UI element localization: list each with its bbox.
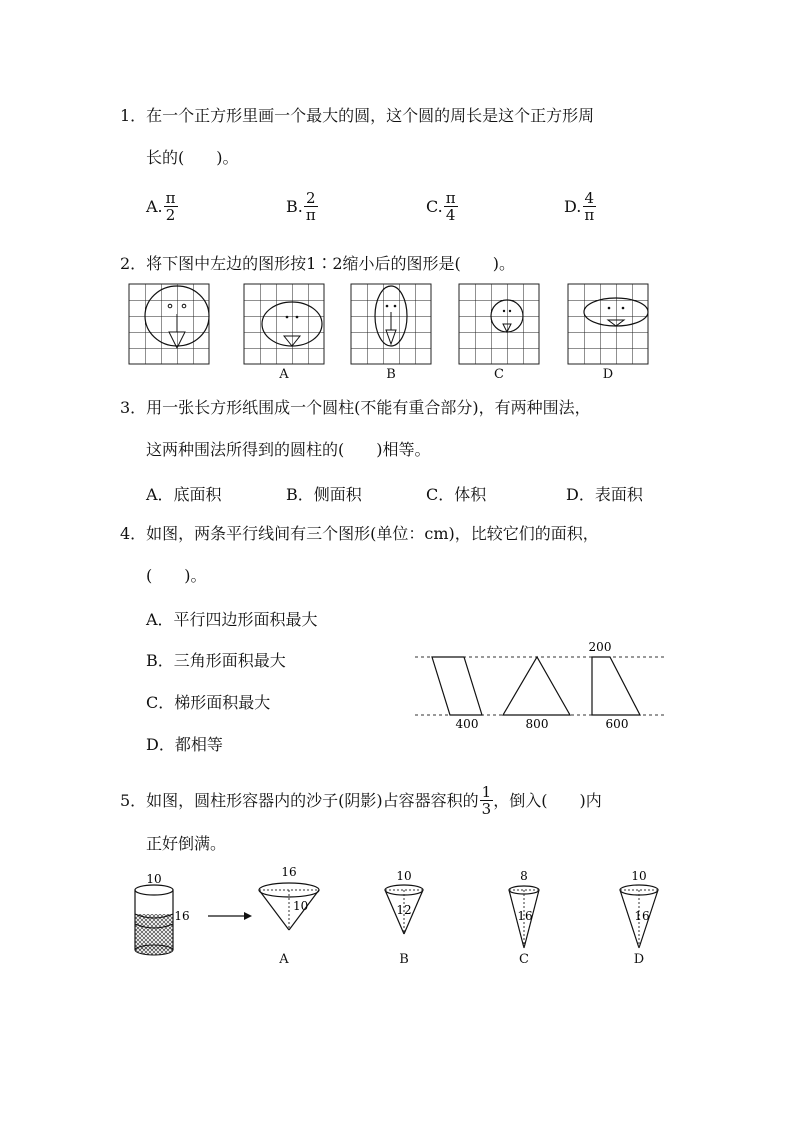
cone-a-diameter: 16: [281, 865, 297, 879]
q5-fraction: $\frac{1}{3}$: [481, 783, 492, 818]
cone-a-height: 10: [293, 899, 309, 913]
q1-option-b[interactable]: [286, 190, 318, 223]
q2-line1: 2．将下图中左边的图形按1∶2缩小后的图形是( )。: [120, 254, 516, 273]
parallelogram-base-label: 400: [455, 717, 479, 731]
grid-original: [129, 284, 209, 364]
cone-d-height: 16: [634, 909, 650, 923]
cone-c: [509, 869, 539, 948]
option-letter: C.: [426, 197, 443, 216]
grid-option-d: [568, 284, 648, 364]
q4-line1: 4．如图，两条平行线间有三个图形(单位：cm)，比较它们的面积，: [120, 524, 599, 543]
q3-option-d[interactable]: D．表面积: [566, 485, 643, 504]
parallelogram-shape: [432, 657, 482, 715]
q3-option-b[interactable]: B．侧面积: [286, 485, 362, 504]
q1-line2: 长的( )。: [146, 148, 239, 167]
q4-option-b[interactable]: B．三角形面积最大: [146, 651, 286, 670]
trapezoid-base-label: 600: [605, 717, 629, 731]
q1-option-d[interactable]: [564, 190, 596, 223]
q2-label-d[interactable]: D: [602, 367, 614, 382]
q1-option-a[interactable]: [146, 190, 178, 223]
cylinder-container: [135, 872, 190, 955]
q3-option-c[interactable]: C．体积: [426, 485, 487, 504]
q4-option-a[interactable]: A．平行四边形面积最大: [146, 610, 318, 629]
option-letter: A.: [146, 197, 163, 216]
q1-option-c[interactable]: [426, 190, 458, 223]
triangle-shape: [503, 657, 570, 715]
option-letter: B.: [286, 197, 303, 216]
cone-b-diameter: 10: [396, 869, 412, 883]
q2-label-a[interactable]: A: [279, 367, 289, 382]
cylinder-height-label: 16: [174, 909, 190, 923]
option-letter: D.: [564, 197, 582, 216]
q4-figure: [410, 636, 670, 736]
q3-line2: 这两种围法所得到的圆柱的( )相等。: [146, 440, 431, 459]
option-fraction: $\frac{4}{\pi}$: [584, 189, 595, 224]
trapezoid-shape: [592, 657, 640, 715]
q1-line1: 1．在一个正方形里画一个最大的圆，这个圆的周长是这个正方形周: [120, 106, 595, 125]
option-fraction: $\frac{2}{\pi}$: [305, 189, 316, 224]
q2-label-b[interactable]: B: [386, 367, 396, 382]
grid-option-c: [459, 284, 539, 364]
q4-option-c[interactable]: C．梯形面积最大: [146, 693, 271, 712]
cone-c-height: 16: [517, 909, 533, 923]
q5-label-c[interactable]: C: [519, 952, 529, 967]
grid-option-b: [351, 284, 431, 364]
cone-c-diameter: 8: [520, 869, 528, 883]
q5-text-b: ，倒入( )内: [493, 790, 602, 810]
option-fraction: $\frac{\pi}{2}$: [165, 189, 176, 224]
cone-b: [385, 869, 423, 934]
q5-line1: [120, 784, 602, 817]
cylinder-diameter-label: 10: [146, 872, 162, 886]
cone-d: [620, 869, 658, 948]
q5-label-b[interactable]: B: [399, 952, 409, 967]
q5-label-a[interactable]: A: [279, 952, 289, 967]
q4-line2: ( )。: [146, 566, 207, 585]
q3-line1: 3．用一张长方形纸围成一个圆柱(不能有重合部分)，有两种围法，: [120, 398, 591, 417]
cone-a: [259, 865, 319, 930]
arrow-icon: [208, 912, 252, 920]
q2-label-c[interactable]: C: [494, 367, 504, 382]
q5-text-a: 5．如图，圆柱形容器内的沙子(阴影)占容器容积的: [120, 790, 479, 810]
triangle-base-label: 800: [525, 717, 549, 731]
cone-b-height: 12: [396, 903, 412, 917]
grid-option-a: [244, 284, 324, 364]
q3-option-a[interactable]: A．底面积: [146, 485, 222, 504]
q5-label-d[interactable]: D: [633, 952, 645, 967]
trapezoid-top-label: 200: [588, 640, 612, 654]
cone-d-diameter: 10: [631, 869, 647, 883]
option-fraction: $\frac{\pi}{4}$: [445, 189, 456, 224]
q5-line2: 正好倒满。: [146, 834, 227, 853]
q4-option-d[interactable]: D．都相等: [146, 735, 223, 754]
